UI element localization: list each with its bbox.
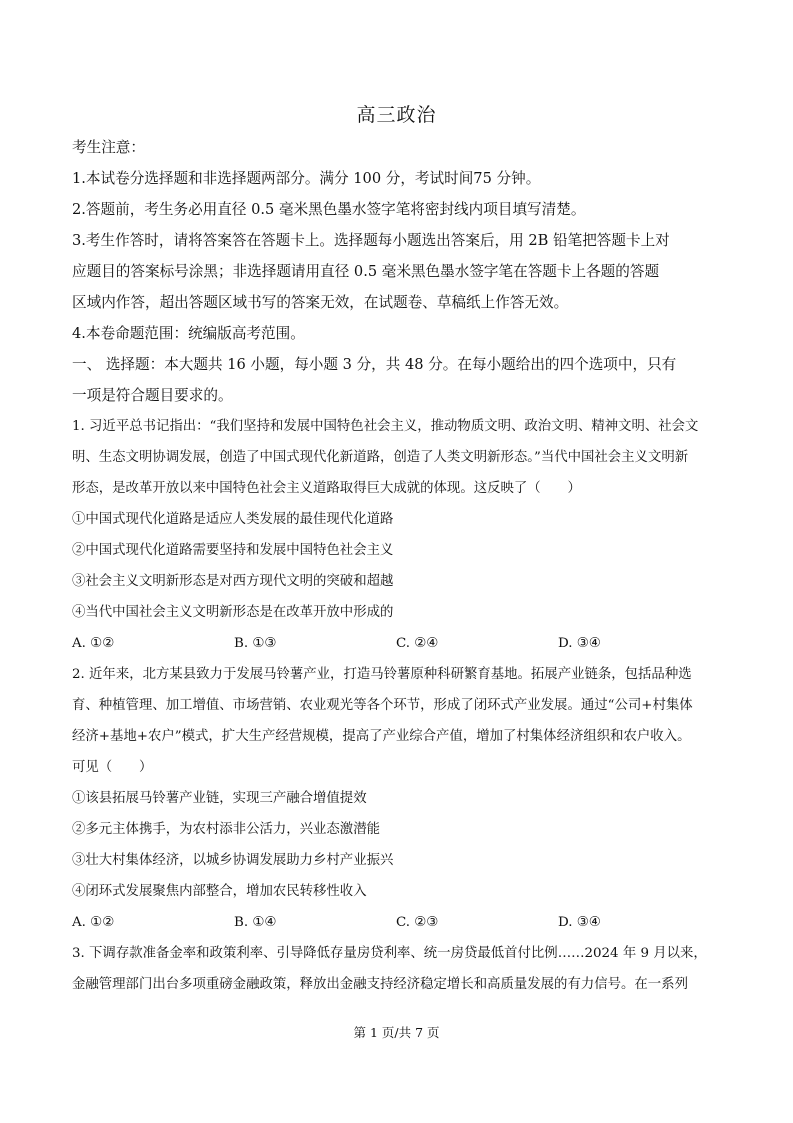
exam-title: 高三政治 — [356, 104, 437, 126]
q1-stem-line: 形态，是改革开放以来中国特色社会主义道路取得巨大成就的体现。这反映了（ ） — [72, 481, 581, 496]
q2-stem-line: 2. 近年来，北方某县致力于发展马铃薯产业，打造马铃薯原种科研繁育基地。拓展产业链条，包括品种选 — [72, 667, 692, 682]
q2-stem-line: 可见（ ） — [72, 760, 153, 775]
notice-heading: 考生注意： — [72, 139, 145, 156]
q1-statement: ④当代中国社会主义文明新形态是在改革开放中形成的 — [72, 605, 394, 620]
page-footer: 第 1 页/共 7 页 — [353, 1025, 440, 1040]
q1-stem-line: 明、生态文明协调发展，创造了中国式现代化新道路，创造了人类文明新形态。”当代中国社会主义文明新 — [72, 450, 689, 465]
q1-option-a: A. ①② — [72, 636, 115, 651]
q2-option-d: D. ③④ — [558, 915, 601, 930]
q2-options — [72, 907, 722, 938]
q2-option-a: A. ①② — [72, 915, 115, 930]
q1-option-d: D. ③④ — [558, 636, 601, 651]
q2-option-c: C. ②③ — [396, 915, 439, 930]
q2-statement: ①该县拓展马铃薯产业链，实现三产融合增值提效 — [72, 791, 367, 806]
notice-item-2: 2.答题前，考生务必用直径 0.5 毫米黑色墨水签字笔将密封线内项目填写清楚。 — [72, 201, 586, 218]
q1-statement: ②中国式现代化道路需要坚持和发展中国特色社会主义 — [72, 543, 394, 558]
q2-statement: ②多元主体携手，为农村添非公活力，兴业态激潜能 — [72, 822, 380, 837]
q1-statement: ③社会主义文明新形态是对西方现代文明的突破和超越 — [72, 574, 394, 589]
notice-item-1: 1.本试卷分选择题和非选择题两部分。满分 100 分，考试时间75 分钟。 — [72, 170, 541, 187]
exam-content — [72, 132, 722, 1000]
notice-item-4: 4.本卷命题范围：统编版高考范围。 — [72, 325, 305, 342]
q2-statement: ④闭环式发展聚焦内部整合，增加农民转移性收入 — [72, 884, 367, 899]
section-heading-cont: 一项是符合题目要求的。 — [72, 387, 233, 404]
q2-stem-line: 育、种植管理、加工增值、市场营销、农业观光等各个环节，形成了闭环式产业发展。通过“公司+村集体 — [72, 698, 693, 713]
q1-statement: ①中国式现代化道路是适应人类发展的最佳现代化道路 — [72, 512, 394, 527]
q2-option-b: B. ①④ — [234, 915, 277, 930]
q1-option-b: B. ①③ — [234, 636, 277, 651]
q3-stem-line: 3. 下调存款准备金率和政策利率、引导降低存量房贷利率、统一房贷最低首付比例……2024 年 9 月以来， — [72, 946, 707, 961]
q1-options — [72, 628, 722, 659]
q1-option-c: C. ②④ — [396, 636, 439, 651]
notice-item-3-cont: 应题目的答案标号涂黑；非选择题请用直径 0.5 毫米黑色墨水签字笔在答题卡上各题的答题 — [72, 263, 660, 280]
q3-stem-line: 金融管理部门出台多项重磅金融政策，释放出金融支持经济稳定增长和高质量发展的有力信号。在一系列 — [72, 977, 688, 992]
notice-item-3-cont2: 区域内作答，超出答题区域书写的答案无效，在试题卷、草稿纸上作答无效。 — [72, 294, 569, 311]
notice-item-3: 3.考生作答时，请将答案答在答题卡上。选择题每小题选出答案后，用 2B 铅笔把答题卡上对 — [72, 232, 670, 249]
q2-stem-line: 经济+基地+农户”模式，扩大生产经营规模，提高了产业综合产值，增加了村集体经济组织和农户收入。 — [72, 729, 691, 744]
q2-statement: ③壮大村集体经济，以城乡协调发展助力乡村产业振兴 — [72, 853, 394, 868]
q1-stem-line: 1. 习近平总书记指出：“我们坚持和发展中国特色社会主义，推动物质文明、政治文明、精神文明、社会文 — [72, 419, 699, 434]
section-heading: 一、 选择题：本大题共 16 小题，每小题 3 分，共 48 分。在每小题给出的四个选项中，只有 — [72, 356, 677, 373]
